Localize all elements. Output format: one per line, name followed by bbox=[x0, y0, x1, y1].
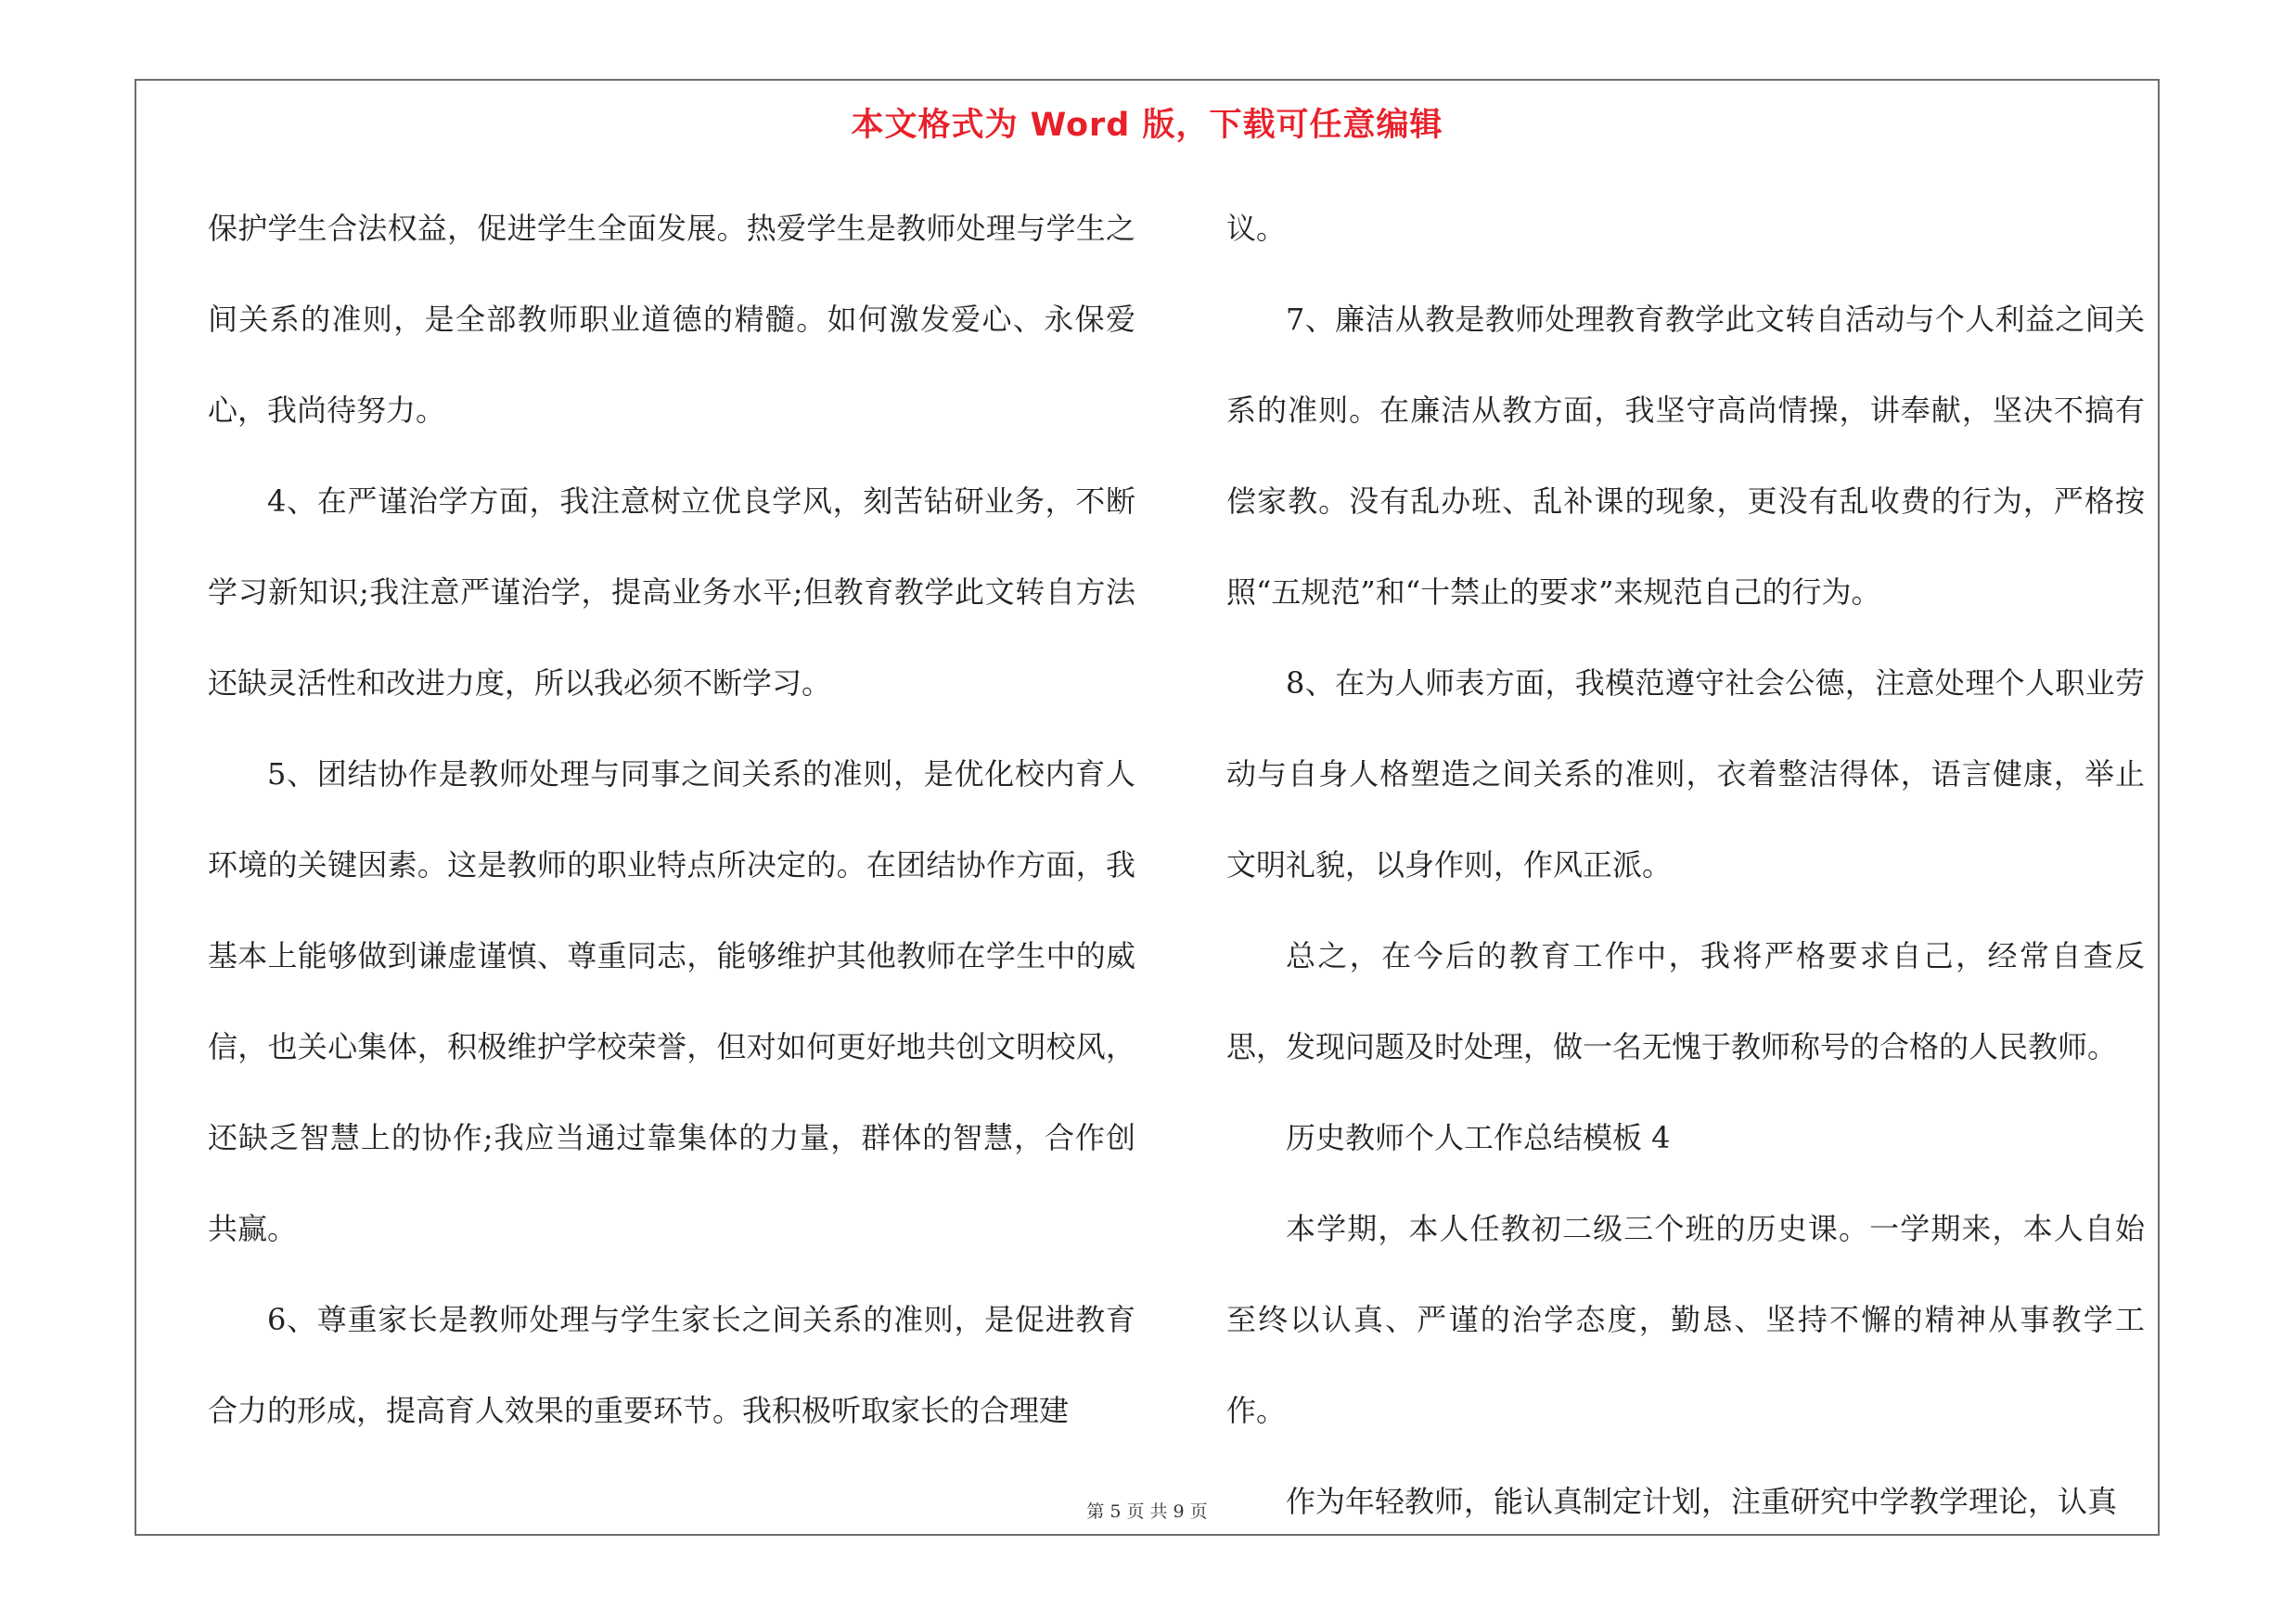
paragraph: 保护学生合法权益，促进学生全面发展。热爱学生是教师处理与学生之间关系的准则，是全部教师职业道德的精髓。如何激发爱心、永保爱心，我尚待努力。 bbox=[208, 211, 1135, 428]
paragraph: 作为年轻教师，能认真制定计划，注重研究中学教学理论，认真 bbox=[1286, 1484, 2118, 1519]
right-column bbox=[1226, 183, 2145, 1547]
header-banner: 本文格式为 Word 版，下载可任意编辑 bbox=[851, 107, 1443, 144]
paragraph: 本学期，本人任教初二级三个班的历史课。一学期来，本人自始至终以认真、严谨的治学态度，勤恳、坚持不懈的精神从事教学工作。 bbox=[1226, 1211, 2145, 1428]
page-number: 第 5 页 共 9 页 bbox=[1086, 1501, 1208, 1522]
paragraph: 8、在为人师表方面，我模范遵守社会公德，注意处理个人职业劳动与自身人格塑造之间关系的准则，衣着整洁得体，语言健康，举止文明礼貌，以身作则，作风正派。 bbox=[1226, 665, 2145, 882]
paragraph: 议。 bbox=[1226, 211, 1287, 246]
section-heading: 历史教师个人工作总结模板 4 bbox=[1286, 1120, 1671, 1155]
paragraph: 5、团结协作是教师处理与同事之间关系的准则，是优化校内育人环境的关键因素。这是教师的职业特点所决定的。在团结协作方面，我基本上能够做到谦虚谨慎、尊重同志，能够维护其他教师在学生中的威信，也关心集体，积极维护学校荣誉，但对如何更好地共创文明校风，还缺乏智慧上的协作;我应当通过靠集体的力量，群体的智慧，合作创共赢。 bbox=[208, 756, 1135, 1246]
paragraph: 6、尊重家长是教师处理与学生家长之间关系的准则，是促进教育合力的形成，提高育人效果的重要环节。我积极听取家长的合理建 bbox=[208, 1302, 1135, 1428]
paragraph: 7、廉洁从教是教师处理教育教学此文转自活动与个人利益之间关系的准则。在廉洁从教方面，我坚守高尚情操，讲奉献，坚决不搞有偿家教。没有乱办班、乱补课的现象，更没有乱收费的行为，严格按照“五规范”和“十禁止的要求”来规范自己的行为。 bbox=[1226, 302, 2145, 610]
paragraph: 4、在严谨治学方面，我注意树立优良学风，刻苦钻研业务，不断学习新知识;我注意严谨治学，提高业务水平;但教育教学此文转自方法还缺灵活性和改进力度，所以我必须不断学习。 bbox=[208, 483, 1135, 701]
page-frame bbox=[135, 79, 2160, 1536]
paragraph: 总之，在今后的教育工作中，我将严格要求自己，经常自查反思，发现问题及时处理，做一名无愧于教师称号的合格的人民教师。 bbox=[1226, 938, 2145, 1064]
left-column bbox=[208, 183, 1135, 1456]
